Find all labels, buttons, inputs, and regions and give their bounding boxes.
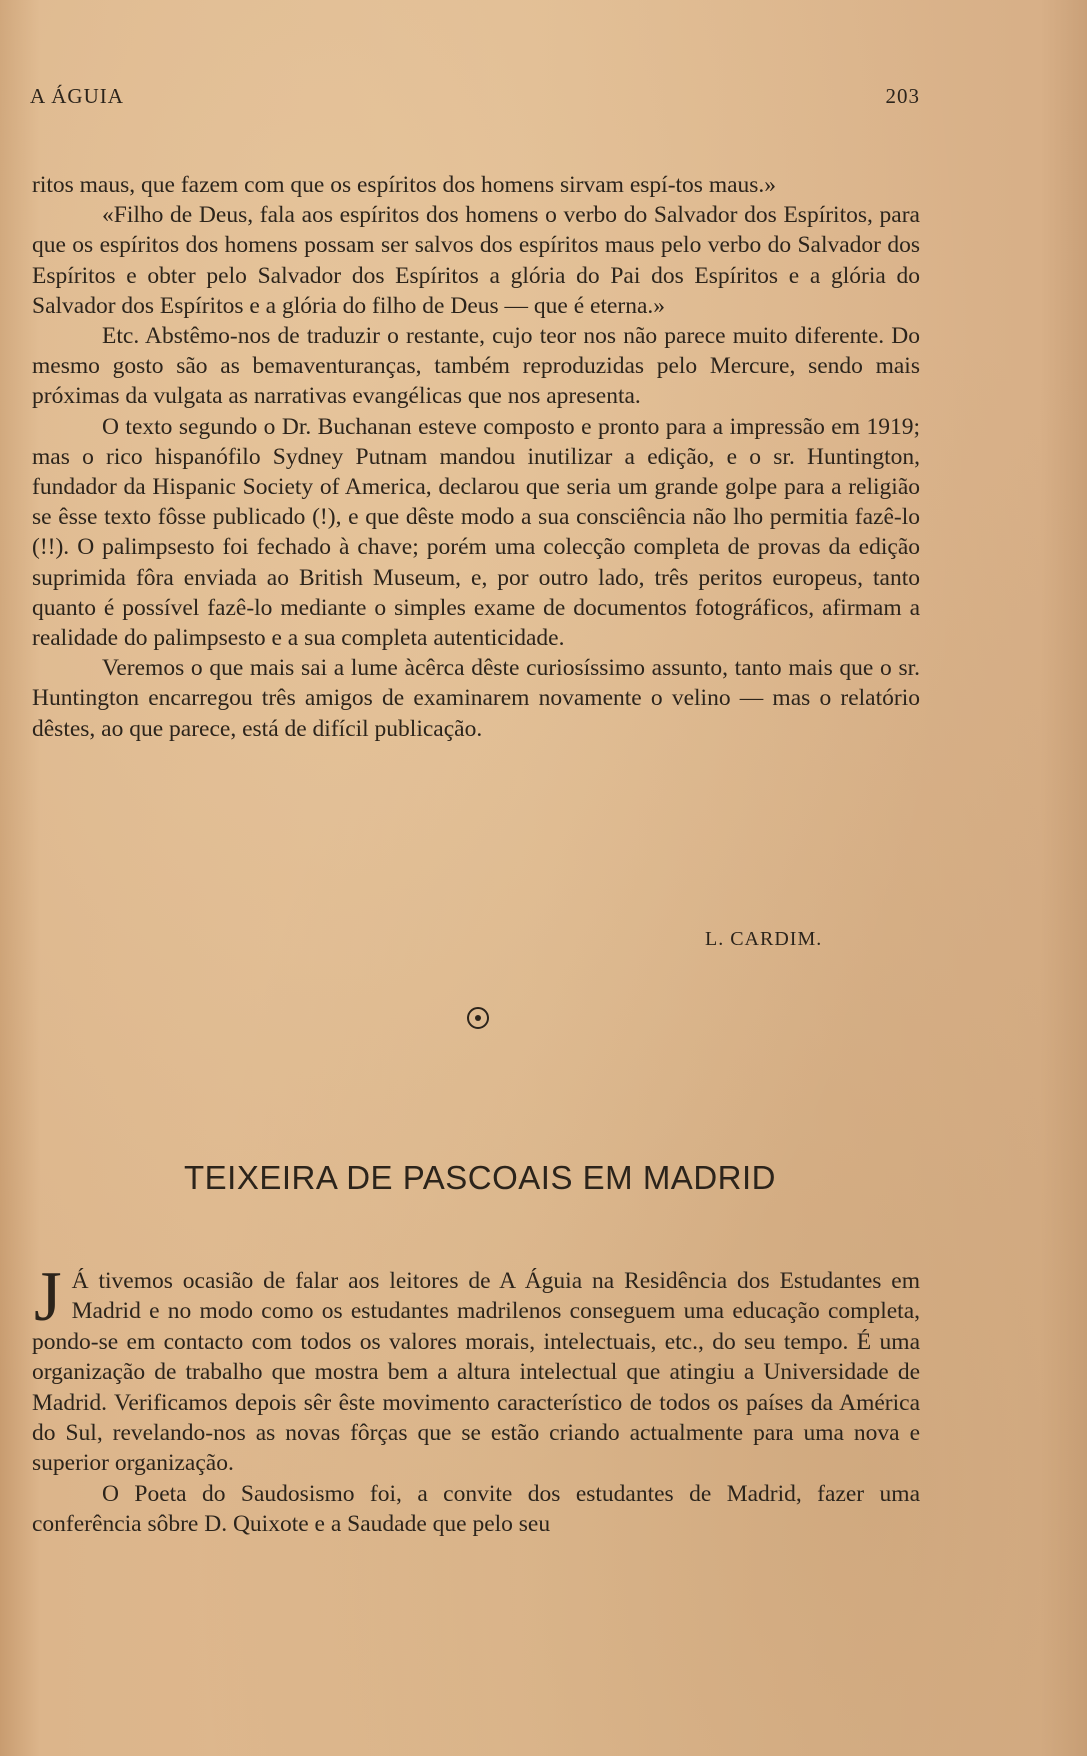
journal-name: A ÁGUIA xyxy=(30,84,124,108)
page-number: 203 xyxy=(885,84,920,108)
paragraph-quote: «Filho de Deus, fala aos espíritos dos homens o verbo do Salvador dos Espíritos, para que os espíritos dos homens possam ser salvos dos espíritos maus pelo verbo do Salvador dos Espíritos e obter pelo Salvador dos Espíritos a glória do Pai dos Espíritos e a glória do Salvador dos Espíritos e a glória do filho de Deus — que é eterna.» xyxy=(32,202,920,319)
author-signature: L. CARDIM. xyxy=(705,928,823,950)
new-article-text xyxy=(32,1258,920,1540)
previous-article-text xyxy=(32,170,920,744)
paragraph-etc: Etc. Abstêmo-nos de traduzir o restante, cujo teor nos não parece muito diferente. Do mesmo gosto são as bemaventuranças, também reproduzidas pelo Mercure, sendo mais próximas da vulgata as narrativas evangélicas que nos apresenta. xyxy=(32,323,920,410)
paragraph-buchanan: O texto segundo o Dr. Buchanan esteve composto e pronto para a impressão em 1919; mas o rico hispanófilo Sydney Putnam mandou inutilizar a edição, e o sr. Huntington, fundador da Hispanic Society of America, declarou que seria um grande golpe para a religião se êsse texto fôsse publicado (!), e que dêste modo a sua consciência não lho permitia fazê-lo (!!). O palimpsesto foi fechado à chave; porém uma colecção completa de provas da edição suprimida fôra enviada ao British Museum, e, por outro lado, três peritos europeus, tanto quanto é possível fazê-lo mediante o simples exame de documentos fotográficos, afirmam a realidade do palimpsesto e a sua completa autenticidade. xyxy=(32,413,920,652)
first-paragraph-text: Á tivemos ocasião de falar aos leitores de A Águia na Residência dos Estudantes em Madrid e no modo como os estudantes madrilenos conseguem uma educação completa, pondo-se em contacto com todos os valores morais, intelectuais, etc., do seu tempo. É uma organização de trabalho que mostra bem a altura intelectual que atingiu a Universidade de Madrid. Verificamos depois sêr êste movimento característico de todos os países da América do Sul, revelando-nos as novas fôrças que se estão criando actualmente para uma nova e superior organização. xyxy=(32,1268,920,1477)
second-paragraph: O Poeta do Saudosismo foi, a convite dos estudantes de Madrid, fazer uma conferência sôbre D. Quixote e a Saudade que pelo seu xyxy=(32,1480,920,1538)
first-paragraph xyxy=(32,1258,920,1479)
paragraph-conclusion: Veremos o que mais sai a lume àcêrca dêste curiosíssimo assunto, tanto mais que o sr. Huntington encarregou três amigos de examinarem novamente o velino — mas o relatório dêstes, ao que parece, está de difícil publicação. xyxy=(32,655,920,742)
running-head xyxy=(30,84,920,109)
drop-cap: J xyxy=(34,1258,62,1336)
paragraph-continuation: ritos maus, que fazem com que os espíritos dos homens sirvam espí-tos maus.» xyxy=(32,172,777,198)
section-ornament-icon xyxy=(467,1007,489,1029)
article-title: TEIXEIRA DE PASCOAIS EM MADRID xyxy=(183,1159,776,1197)
